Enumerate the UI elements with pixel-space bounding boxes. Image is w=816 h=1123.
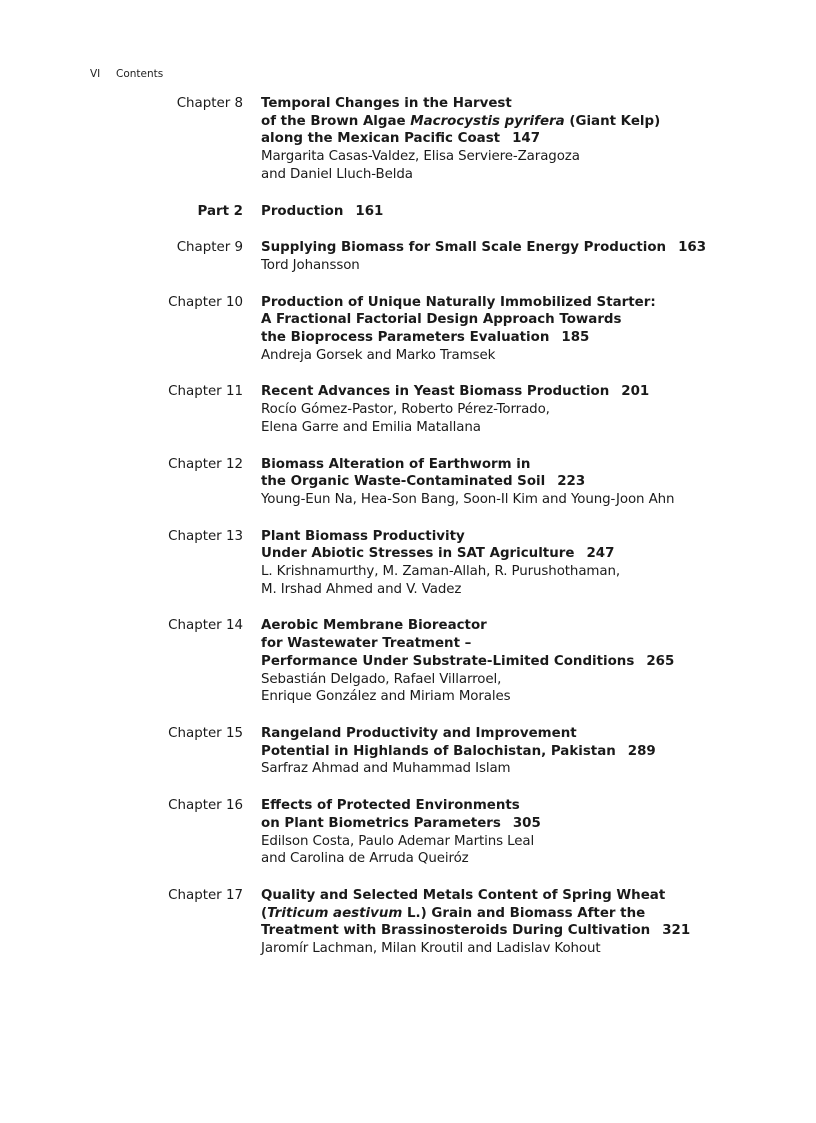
- title-line: along the Mexican Pacific Coast 147: [261, 131, 541, 147]
- title-line: Effects of Protected Environments: [261, 798, 520, 814]
- chapter-label: Chapter 10: [168, 294, 243, 310]
- entry-authors: [261, 257, 791, 275]
- author-line: Margarita Casas-Valdez, Elisa Serviere-Zaragoza: [261, 149, 580, 165]
- entry-body: [261, 528, 791, 599]
- chapter-label: Chapter 15: [168, 725, 243, 741]
- page-number: 289: [627, 743, 656, 759]
- entry-authors: [261, 833, 791, 868]
- entry-title[interactable]: [261, 797, 791, 832]
- chapter-label: Chapter 13: [168, 528, 243, 544]
- author-line: Tord Johansson: [261, 257, 360, 273]
- entry-authors: [261, 563, 791, 598]
- page-number: 321: [662, 923, 691, 939]
- entry-body: [261, 203, 791, 221]
- entry-title[interactable]: [261, 528, 791, 563]
- author-line: Sarfraz Ahmad and Muhammad Islam: [261, 761, 511, 777]
- title-line: Aerobic Membrane Bioreactor: [261, 618, 487, 634]
- toc-chapter-entry[interactable]: [0, 887, 816, 958]
- author-line: Young-Eun Na, Hea-Son Bang, Soon-Il Kim and Young-Joon Ahn: [261, 491, 675, 507]
- page-number: 201: [621, 384, 650, 400]
- chapter-label: Chapter 14: [168, 618, 243, 634]
- toc-chapter-entry[interactable]: [0, 239, 816, 274]
- entry-authors: [261, 671, 791, 706]
- toc-chapter-entry[interactable]: [0, 725, 816, 778]
- title-line: of the Brown Algae Macrocystis pyrifera (Giant Kelp): [261, 113, 661, 129]
- page-number: 161: [355, 203, 384, 219]
- title-line: the Bioprocess Parameters Evaluation 185: [261, 330, 590, 346]
- title-line: Under Abiotic Stresses in SAT Agriculture 247: [261, 546, 615, 562]
- author-line: Andreja Gorsek and Marko Tramsek: [261, 347, 496, 363]
- page-number: 147: [512, 131, 541, 147]
- title-line: Supplying Biomass for Small Scale Energy Production 163: [261, 240, 707, 256]
- page-number: 305: [512, 815, 541, 831]
- italic-species-name: Triticum aestivum: [267, 905, 403, 921]
- title-line: Treatment with Brassinosteroids During Cultivation 321: [261, 923, 691, 939]
- chapter-label: Chapter 9: [176, 240, 243, 256]
- author-line: M. Irshad Ahmed and V. Vadez: [261, 581, 462, 597]
- author-line: Elena Garre and Emilia Matallana: [261, 419, 481, 435]
- toc-chapter-entry[interactable]: [0, 383, 816, 436]
- title-line: Biomass Alteration of Earthworm in: [261, 456, 531, 472]
- entry-title[interactable]: [261, 383, 791, 401]
- header-page-number: VI: [90, 68, 101, 80]
- title-line: on Plant Biometrics Parameters 305: [261, 815, 541, 831]
- entry-authors: [261, 401, 791, 436]
- entry-body: [261, 797, 791, 868]
- entry-authors: [261, 347, 791, 365]
- title-line: Production of Unique Naturally Immobilized Starter:: [261, 294, 656, 310]
- entry-authors: [261, 940, 791, 958]
- entry-body: [261, 725, 791, 778]
- toc-chapter-entry[interactable]: [0, 456, 816, 509]
- author-line: and Daniel Lluch-Belda: [261, 166, 413, 182]
- entry-body: [261, 617, 791, 706]
- running-head: [90, 68, 163, 80]
- toc-chapter-entry[interactable]: [0, 294, 816, 365]
- author-line: Enrique González and Miriam Morales: [261, 689, 511, 705]
- italic-species-name: Macrocystis pyrifera: [410, 113, 565, 129]
- title-line: (Triticum aestivum L.) Grain and Biomass After the: [261, 905, 646, 921]
- title-line: Quality and Selected Metals Content of Spring Wheat: [261, 887, 666, 903]
- title-line: A Fractional Factorial Design Approach Towards: [261, 312, 622, 328]
- title-line: Potential in Highlands of Balochistan, Pakistan 289: [261, 743, 656, 759]
- entry-title[interactable]: [261, 456, 791, 491]
- author-line: and Carolina de Arruda Queiróz: [261, 851, 469, 867]
- header-section: Contents: [116, 68, 164, 80]
- page-number: 223: [557, 474, 586, 490]
- chapter-label: Chapter 17: [168, 887, 243, 903]
- entry-title[interactable]: [261, 95, 791, 148]
- author-line: Sebastián Delgado, Rafael Villarroel,: [261, 671, 502, 687]
- entry-title[interactable]: [261, 294, 791, 347]
- title-line: Temporal Changes in the Harvest: [261, 96, 512, 111]
- table-of-contents: [0, 95, 816, 977]
- entry-title[interactable]: [261, 887, 791, 940]
- entry-title[interactable]: [261, 725, 791, 760]
- entry-title[interactable]: [261, 239, 791, 257]
- entry-body: [261, 383, 791, 436]
- toc-chapter-entry[interactable]: [0, 797, 816, 868]
- entry-authors: [261, 760, 791, 778]
- chapter-label: Chapter 11: [168, 384, 243, 400]
- title-line: Recent Advances in Yeast Biomass Production 201: [261, 384, 650, 400]
- chapter-label: Chapter 16: [168, 798, 243, 814]
- entry-title[interactable]: [261, 617, 791, 670]
- title-line: Rangeland Productivity and Improvement: [261, 725, 577, 741]
- entry-authors: [261, 148, 791, 183]
- part-label: Part 2: [197, 203, 243, 219]
- page-number: 247: [586, 546, 615, 562]
- entry-title[interactable]: [261, 203, 791, 221]
- title-line: Performance Under Substrate-Limited Conditions 265: [261, 653, 675, 669]
- toc-chapter-entry[interactable]: [0, 617, 816, 706]
- author-line: Jaromír Lachman, Milan Kroutil and Ladislav Kohout: [261, 941, 601, 957]
- toc-chapter-entry[interactable]: [0, 95, 816, 184]
- title-line: the Organic Waste-Contaminated Soil 223: [261, 474, 586, 490]
- author-line: Rocío Gómez-Pastor, Roberto Pérez-Torrado,: [261, 402, 550, 418]
- title-line: for Wastewater Treatment –: [261, 636, 472, 652]
- entry-body: [261, 887, 791, 958]
- chapter-label: Chapter 8: [176, 96, 243, 111]
- author-line: L. Krishnamurthy, M. Zaman-Allah, R. Purushothaman,: [261, 564, 621, 580]
- author-line: Edilson Costa, Paulo Ademar Martins Leal: [261, 833, 535, 849]
- entry-body: [261, 294, 791, 365]
- title-line: Plant Biomass Productivity: [261, 528, 465, 544]
- entry-body: [261, 239, 791, 274]
- toc-part-entry[interactable]: [0, 203, 816, 221]
- chapter-label: Chapter 12: [168, 456, 243, 472]
- entry-body: [261, 456, 791, 509]
- page-number: 185: [561, 330, 590, 346]
- entry-body: [261, 95, 791, 184]
- page-number: 265: [646, 653, 675, 669]
- title-line: Production 161: [261, 203, 384, 219]
- entry-authors: [261, 491, 791, 509]
- toc-chapter-entry[interactable]: [0, 528, 816, 599]
- page-number: 163: [678, 240, 707, 256]
